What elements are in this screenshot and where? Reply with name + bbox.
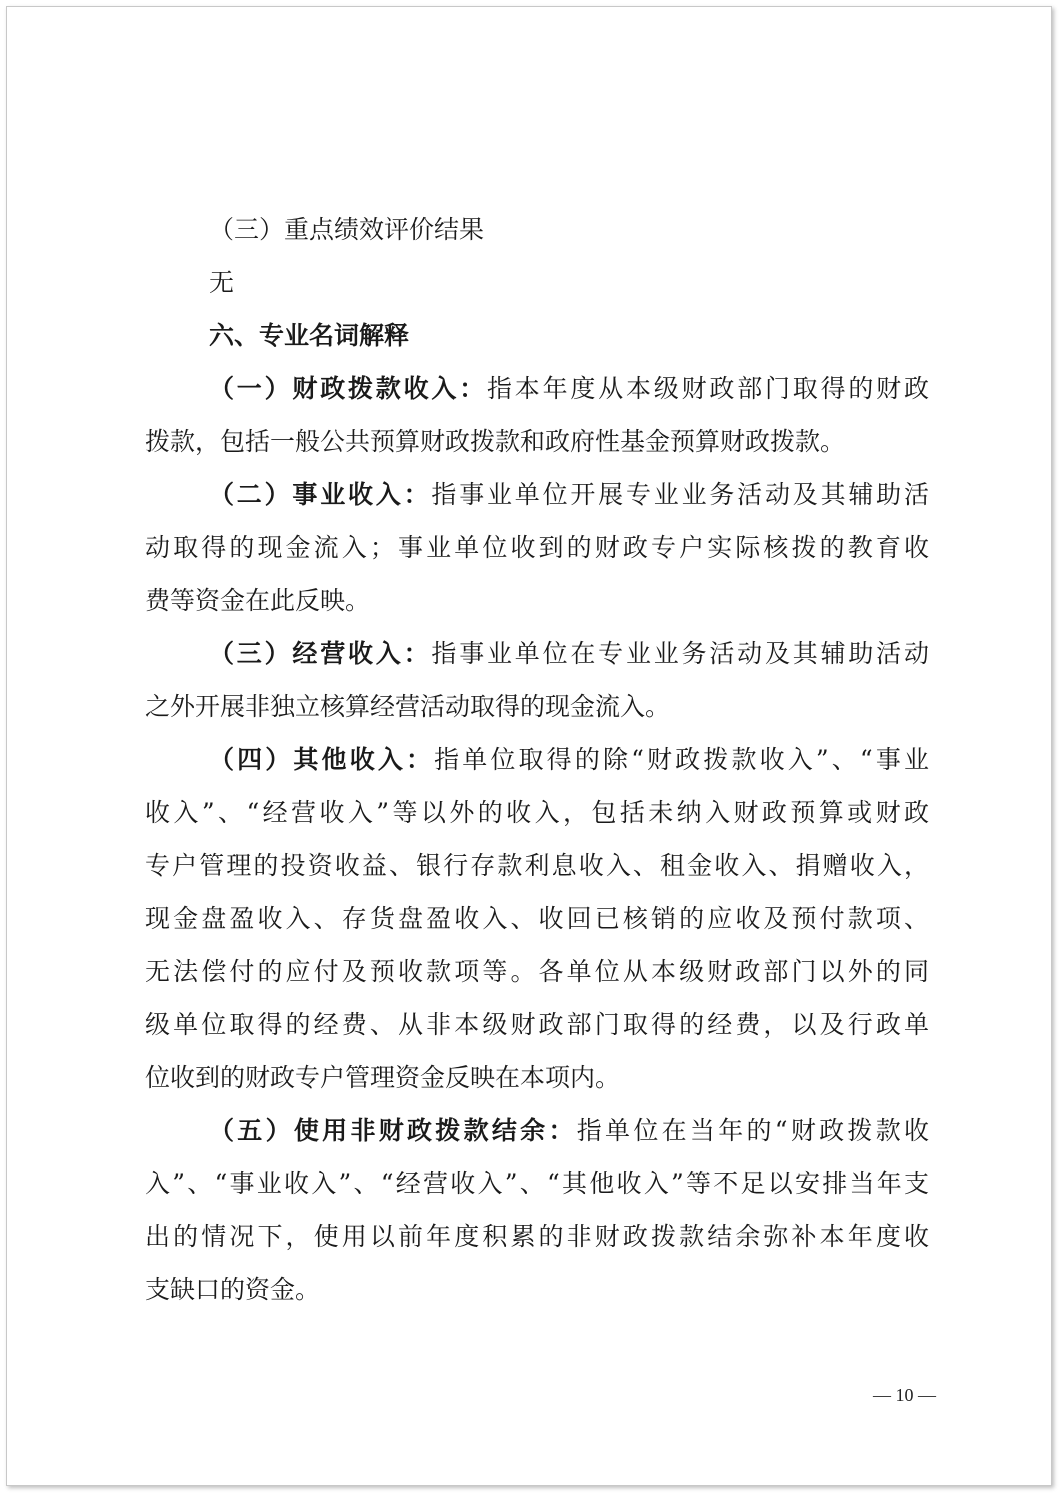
term-first-line (145, 1104, 929, 1157)
term-continuation-line: 动取得的现金流入；事业单位收到的财政专户实际核拨的教育收 (145, 533, 929, 562)
term-label: （二）事业收入： (209, 480, 432, 509)
section-heading-terms: 六、专业名词解释 (209, 321, 410, 350)
term-text: 指单位在当年的“财政拨款收 (576, 1116, 929, 1145)
term-text: 指事业单位在专业业务活动及其辅助活动 (431, 639, 929, 668)
term-continuation-line: 出的情况下，使用以前年度积累的非财政拨款结余弥补本年度收 (145, 1222, 929, 1251)
term-text: 指事业单位开展专业业务活动及其辅助活 (431, 480, 929, 509)
term-first-line (145, 362, 929, 415)
document-page (6, 6, 1052, 1486)
term-first-line (145, 733, 929, 786)
term-continuation-line: 级单位取得的经费、从非本级财政部门取得的经费，以及行政单 (145, 1010, 929, 1039)
term-label: （四）其他收入： (209, 745, 435, 774)
term-continuation-line: 位收到的财政专户管理资金反映在本项内。 (145, 1063, 621, 1092)
page-content (145, 203, 929, 1316)
term-continuation-line: 支缺口的资金。 (145, 1275, 321, 1304)
term-item-other-income (145, 733, 929, 1104)
term-continuation-line: 费等资金在此反映。 (145, 586, 371, 615)
term-continuation-line: 入”、“事业收入”、“经营收入”、“其他收入”等不足以安排当年支 (145, 1169, 929, 1198)
section-body-none: 无 (209, 268, 235, 297)
term-text: 指本年度从本级财政部门取得的财政 (487, 374, 929, 403)
term-item-fiscal-appropriation (145, 362, 929, 468)
term-item-business-income (145, 468, 929, 627)
term-first-line (145, 468, 929, 521)
term-continuation-line: 之外开展非独立核算经营活动取得的现金流入。 (145, 692, 671, 721)
term-item-operating-income (145, 627, 929, 733)
term-item-non-fiscal-balance (145, 1104, 929, 1316)
page-number: — 10 — (873, 1385, 936, 1405)
term-text: 指单位取得的除“财政拨款收入”、“事业 (434, 745, 929, 774)
term-first-line (145, 627, 929, 680)
term-continuation-line: 无法偿付的应付及预收款项等。各单位从本级财政部门以外的同 (145, 957, 929, 986)
term-label: （三）经营收入： (209, 639, 432, 668)
term-continuation-line: 专户管理的投资收益、银行存款利息收入、租金收入、捐赠收入， (145, 851, 929, 880)
term-continuation-line: 现金盘盈收入、存货盘盈收入、收回已核销的应收及预付款项、 (145, 904, 929, 933)
term-label: （一）财政拨款收入： (209, 374, 487, 403)
term-continuation-line: 拨款，包括一般公共预算财政拨款和政府性基金预算财政拨款。 (145, 427, 846, 456)
term-label: （五）使用非财政拨款结余： (209, 1116, 577, 1145)
section-heading-performance-results: （三）重点绩效评价结果 (209, 215, 485, 244)
term-continuation-line: 收入”、“经营收入”等以外的收入，包括未纳入财政预算或财政 (145, 798, 929, 827)
